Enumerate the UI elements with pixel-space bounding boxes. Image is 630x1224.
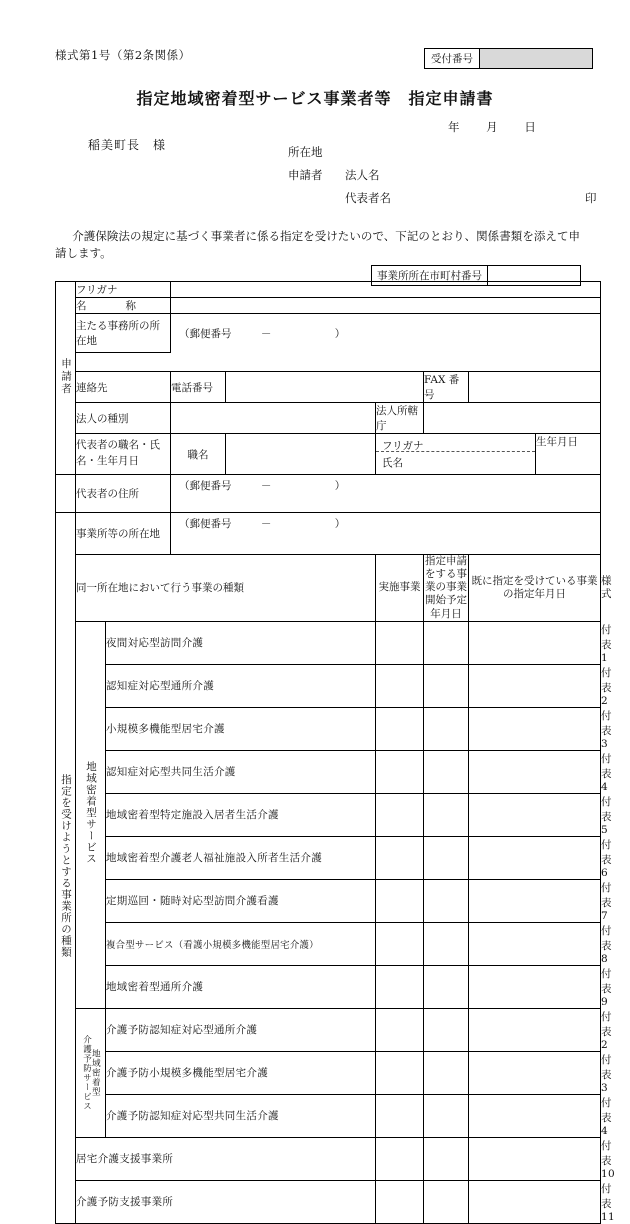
already-designated-cell[interactable] — [469, 836, 601, 879]
implement-cell[interactable] — [376, 1051, 424, 1094]
fax-value[interactable] — [469, 372, 601, 403]
table-row — [56, 475, 601, 497]
receipt-number-box — [424, 48, 593, 69]
table-row: 認知症対応型共同生活介護 付表4 — [56, 750, 601, 793]
name-label: 名 称 — [76, 298, 171, 314]
office-address-zip-line[interactable]: （郵便番号 － ） — [171, 513, 601, 535]
planned-start-cell[interactable] — [424, 1094, 469, 1137]
corporation-name-label: 法人名 — [345, 168, 380, 182]
corporation-name-line — [0, 167, 630, 190]
implement-cell[interactable] — [376, 922, 424, 965]
already-designated-cell[interactable] — [469, 750, 601, 793]
service-name: 介護予防小規模多機能型居宅介護 — [106, 1051, 376, 1094]
contact-label: 連絡先 — [76, 372, 171, 403]
already-designated-cell[interactable] — [469, 1094, 601, 1137]
already-designated-cell[interactable] — [469, 1008, 601, 1051]
birth-date-label: 生年月日 — [536, 434, 601, 475]
service-name: 小規模多機能型居宅介護 — [106, 707, 376, 750]
service-name: 夜間対応型訪問介護 — [106, 621, 376, 664]
applicant-side-spacer — [56, 475, 76, 513]
date-day-label: 日 — [524, 120, 537, 134]
planned-start-cell[interactable] — [424, 922, 469, 965]
table-row — [56, 403, 601, 434]
table-row — [56, 353, 601, 372]
applicant-label: 申請者 — [288, 168, 323, 182]
already-designated-cell[interactable] — [469, 1180, 601, 1223]
column-already-designated: 既に指定を受けている事業の指定年月日 — [469, 555, 601, 622]
table-row — [56, 298, 601, 314]
name-value[interactable] — [171, 298, 601, 314]
representative-name-line — [0, 190, 630, 213]
group-community-label: 地域密着型サービス — [76, 621, 106, 1008]
table-row: 認知症対応型通所介護 付表2 — [56, 664, 601, 707]
planned-start-cell[interactable] — [424, 965, 469, 1008]
already-designated-cell[interactable] — [469, 1137, 601, 1180]
job-title-label: 職名 — [171, 434, 226, 475]
job-title-value[interactable] — [226, 434, 376, 475]
table-row: 介護予防認知症対応型共同生活介護 付表4 — [56, 1094, 601, 1137]
rep-furigana-label: フリガナ — [376, 435, 535, 452]
table-row: 介護予防支援事業所 付表11 — [56, 1180, 601, 1223]
planned-start-cell[interactable] — [424, 1180, 469, 1223]
location-line — [0, 144, 630, 167]
implement-cell[interactable] — [376, 1137, 424, 1180]
already-designated-cell[interactable] — [469, 922, 601, 965]
implement-cell[interactable] — [376, 621, 424, 664]
planned-start-cell[interactable] — [424, 793, 469, 836]
fax-label: FAX 番号 — [424, 372, 469, 403]
group-prevention-label: 地域密着型 介護予防サービス — [76, 1008, 106, 1137]
applicant-signature-block — [0, 144, 630, 213]
main-form-table — [55, 281, 615, 1224]
already-designated-cell[interactable] — [469, 965, 601, 1008]
office-address-label: 事業所等の所在地 — [76, 513, 171, 555]
rep-title-name-dob-label: 代表者の職名・氏名・生年月日 — [76, 434, 171, 475]
implement-cell[interactable] — [376, 1008, 424, 1051]
office-address-value[interactable] — [171, 534, 601, 555]
implement-cell[interactable] — [376, 750, 424, 793]
table-row: 地域密着型 介護予防サービス 介護予防認知症対応型通所介護 付表2 — [56, 1008, 601, 1051]
representative-name-label: 代表者名 — [345, 191, 391, 205]
location-label: 所在地 — [288, 145, 323, 159]
planned-start-cell[interactable] — [424, 750, 469, 793]
rep-name-cell — [376, 434, 536, 475]
service-name: 介護予防認知症対応型通所介護 — [106, 1008, 376, 1051]
addressee: 稲美町長 様 — [88, 138, 167, 152]
service-name: 地域密着型特定施設入居者生活介護 — [106, 793, 376, 836]
service-name: 介護予防支援事業所 — [76, 1180, 376, 1223]
planned-start-cell[interactable] — [424, 879, 469, 922]
date-month-label: 月 — [486, 120, 499, 134]
table-row — [56, 282, 601, 298]
service-name: 居宅介護支援事業所 — [76, 1137, 376, 1180]
service-name: 地域密着型介護老人福祉施設入所者生活介護 — [106, 836, 376, 879]
service-name: 地域密着型通所介護 — [106, 965, 376, 1008]
already-designated-cell[interactable] — [469, 879, 601, 922]
municipality-number-label: 事業所所在市町村番号 — [372, 266, 488, 285]
planned-start-cell[interactable] — [424, 1051, 469, 1094]
service-name: 複合型サービス（看護小規模多機能型居宅介護） — [106, 922, 376, 965]
table-row: 定期巡回・随時対応型訪問介護看護 付表7 — [56, 879, 601, 922]
service-name: 認知症対応型通所介護 — [106, 664, 376, 707]
implement-cell[interactable] — [376, 793, 424, 836]
furigana-label: フリガナ — [76, 282, 171, 298]
corp-authority-label: 法人所轄庁 — [376, 403, 424, 434]
applicant-side-label: 申請者 — [56, 282, 76, 475]
planned-start-cell[interactable] — [424, 664, 469, 707]
table-row — [56, 372, 601, 403]
planned-start-cell[interactable] — [424, 1008, 469, 1051]
table-row: 複合型サービス（看護小規模多機能型居宅介護） 付表8 — [56, 922, 601, 965]
column-planned-start: 指定申請をする事業の事業開始予定年月日 — [425, 555, 468, 620]
rep-address-value[interactable] — [171, 496, 601, 513]
furigana-value[interactable] — [171, 282, 601, 298]
implement-cell[interactable] — [376, 1180, 424, 1223]
planned-start-cell[interactable] — [424, 707, 469, 750]
implement-cell[interactable] — [376, 836, 424, 879]
implement-cell[interactable] — [376, 965, 424, 1008]
form-number: 様式第1号（第2条関係） — [55, 48, 191, 62]
page-title: 指定地域密着型サービス事業者等 指定申請書 — [136, 89, 494, 108]
service-name: 認知症対応型共同生活介護 — [106, 750, 376, 793]
table-row — [56, 314, 601, 353]
corp-type-value[interactable] — [171, 403, 376, 434]
implement-cell[interactable] — [376, 707, 424, 750]
table-row: 居宅介護支援事業所 付表10 — [56, 1137, 601, 1180]
planned-start-cell[interactable] — [424, 1137, 469, 1180]
receipt-number-value[interactable] — [480, 49, 592, 68]
rep-name-label: 氏名 — [382, 457, 404, 469]
main-office-zip-line[interactable]: （郵便番号 － ） — [171, 314, 601, 353]
rep-address-zip-line[interactable]: （郵便番号 － ） — [171, 475, 601, 497]
phone-value[interactable] — [226, 372, 424, 403]
implement-cell[interactable] — [376, 879, 424, 922]
already-designated-cell[interactable] — [469, 621, 601, 664]
table-row: 介護予防小規模多機能型居宅介護 付表3 — [56, 1051, 601, 1094]
date-line — [448, 119, 536, 135]
seal-label: 印 — [585, 191, 597, 205]
service-name: 定期巡回・随時対応型訪問介護看護 — [106, 879, 376, 922]
main-office-address-label: 主たる事務所の所在地 — [76, 314, 171, 353]
office-kind-side-label: 指定を受けようとする事業所の種類 — [56, 513, 76, 1224]
phone-label: 電話番号 — [171, 372, 226, 403]
already-designated-cell[interactable] — [469, 664, 601, 707]
implement-cell[interactable] — [376, 1094, 424, 1137]
table-row: 地域密着型サービス 夜間対応型訪問介護 付表1 — [56, 621, 601, 664]
main-office-address-value[interactable] — [76, 353, 601, 372]
planned-start-cell[interactable] — [424, 621, 469, 664]
table-row: 地域密着型介護老人福祉施設入所者生活介護 付表6 — [56, 836, 601, 879]
rep-address-label: 代表者の住所 — [76, 475, 171, 513]
table-row — [56, 434, 601, 475]
table-row: 地域密着型特定施設入居者生活介護 付表5 — [56, 793, 601, 836]
receipt-number-label: 受付番号 — [425, 49, 480, 68]
already-designated-cell[interactable] — [469, 793, 601, 836]
lead-paragraph: 介護保険法の規定に基づく事業者に係る指定を受けたいので、下記のとおり、関係書類を添えて申請します。 — [55, 229, 580, 261]
table-row: 地域密着型通所介護 付表9 — [56, 965, 601, 1008]
table-row: 小規模多機能型居宅介護 付表3 — [56, 707, 601, 750]
corp-authority-value[interactable] — [424, 403, 601, 434]
column-implement: 実施事業 — [376, 555, 424, 622]
table-row — [56, 513, 601, 535]
already-designated-cell[interactable] — [469, 1051, 601, 1094]
service-name: 介護予防認知症対応型共同生活介護 — [106, 1094, 376, 1137]
already-designated-cell[interactable] — [469, 707, 601, 750]
implement-cell[interactable] — [376, 664, 424, 707]
corp-type-label: 法人の種別 — [76, 403, 171, 434]
date-year-label: 年 — [448, 120, 460, 134]
table-row: 同一所在地において行う事業の種類 実施事業 指定申請をする事業の事業開始予定年月日 既に指定を受けている事業の指定年月日 様式 — [76, 555, 612, 620]
planned-start-cell[interactable] — [424, 836, 469, 879]
service-kind-header: 同一所在地において行う事業の種類 — [76, 555, 376, 622]
